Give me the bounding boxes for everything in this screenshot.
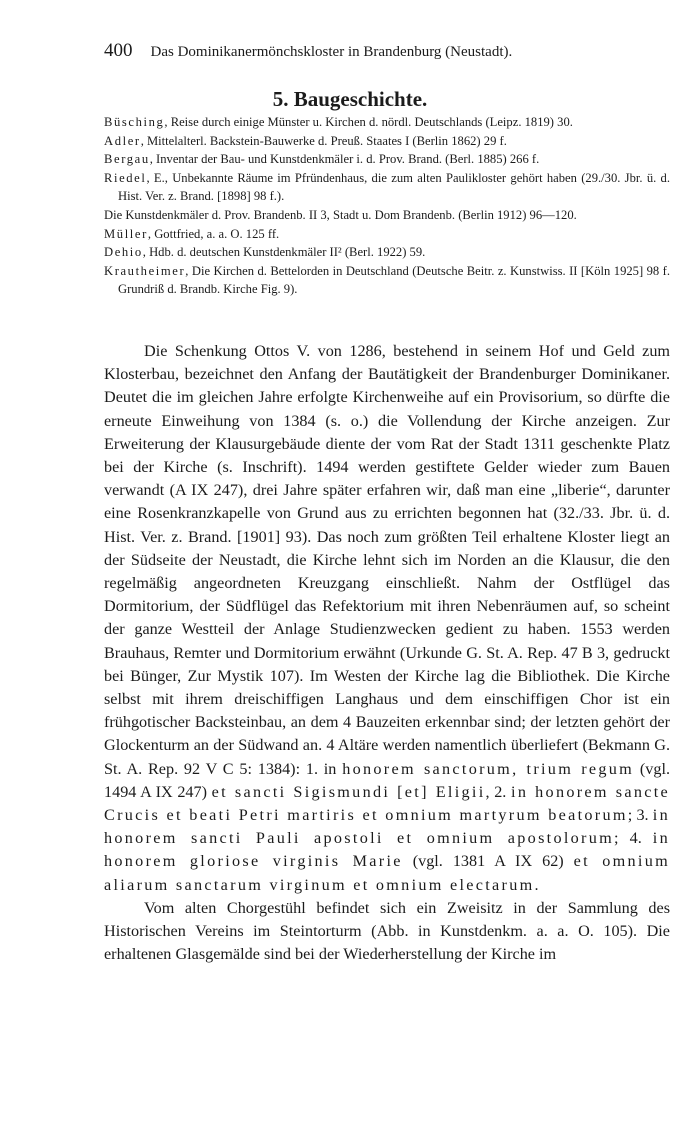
text-run: (vgl. 1494 A IX 247) xyxy=(104,759,670,801)
bibliography-text: Die Kunstdenkmäler d. Prov. Brandenb. II 3, Stadt u. Dom Brandenb. (Berlin 1912) 96—120. xyxy=(104,207,577,222)
running-header xyxy=(104,42,670,61)
bibliography-text: , Inventar der Bau- und Kunstdenkmäler i. d. Prov. Brand. (Berl. 1885) 266 f. xyxy=(149,152,540,167)
latin-spaced-text: et omnium aliarum sanctarum virginum et omnium electarum xyxy=(104,852,670,894)
paragraph xyxy=(104,340,670,897)
bibliography-author: Adler xyxy=(104,133,141,148)
bibliography-entry xyxy=(104,169,670,206)
bibliography-author: Riedel xyxy=(104,170,147,185)
bibliography-text: , Mittelalterl. Backstein-Bauwerke d. Preuß. Staates I (Berlin 1862) 29 f. xyxy=(140,133,507,148)
bibliography-text: , E., Unbekannte Räume im Pfründenhaus, die zum alten Paulikloster gehört haben (29./30. Jbr. ü. d. Hist. Ver. z. Brand. [1898] 98 f.). xyxy=(118,170,670,204)
text-run: . xyxy=(534,875,539,894)
paragraph: Vom alten Chorgestühl befindet sich ein Zweisitz in der Sammlung des Historischen Vereins im Steintorturm (Abb. in Kunstdenkm. a. a. O. 105). Die erhaltenen Glasgemälde sind bei der Wiederherstellung der Kirche im xyxy=(104,898,670,964)
text-run: (vgl. 1381 A IX 62) xyxy=(402,852,574,871)
bibliography-author: Müller xyxy=(104,226,148,241)
bibliography-text: , Die Kirchen d. Bettelorden in Deutschland (Deutsche Beitr. z. Kunstwiss. II [Köln 1925] 98 f. Grundriß d. Brandb. Kirche Fig. 9). xyxy=(118,263,670,297)
running-title: Das Dominikanermönchskloster in Brandenburg (Neustadt). xyxy=(150,44,513,60)
bibliography-author: Dehio xyxy=(104,245,143,260)
body-text xyxy=(104,340,670,966)
latin-spaced-text: honorem sanctorum, trium regum xyxy=(342,759,635,778)
bibliography-entry xyxy=(104,113,670,132)
latin-spaced-text: in honorem gloriose virginis Marie xyxy=(104,829,670,871)
bibliography-text: , Gottfried, a. a. O. 125 ff. xyxy=(147,226,280,241)
bibliography-entry xyxy=(104,225,670,244)
bibliography-text: , Reise durch einige Münster u. Kirchen d. nördl. Deutschlands (Leipz. 1819) 30. xyxy=(164,115,573,129)
latin-spaced-text: in honorem sancte Crucis et beati Petri martiris et omnium martyrum beatorum xyxy=(104,782,671,825)
bibliography-author: Bergau xyxy=(104,152,150,167)
bibliography-author: Büsching xyxy=(104,115,165,129)
page-number: 400 xyxy=(104,40,133,61)
bibliography-author: Krautheimer xyxy=(104,263,186,278)
bibliography-entry xyxy=(104,206,670,225)
bibliography-entry xyxy=(104,150,670,169)
bibliography-entry xyxy=(104,132,670,151)
text-run: ; 4. xyxy=(614,829,653,848)
bibliography-entry xyxy=(104,262,670,299)
latin-spaced-text: in honorem sancti Pauli apostoli et omnium apostolorum xyxy=(104,806,670,848)
bibliography-entry xyxy=(104,243,670,262)
bibliography xyxy=(104,113,670,299)
text-run: ; 3. xyxy=(627,806,653,825)
text-run: Die Schenkung Ottos V. von 1286, bestehend in seinem Hof und Geld zum Klosterbau, bezeichnet den Anfang der Bautätigkeit der Brandenburger Dominikaner. Deutet die im gleichen Jahre erfolgte Kirchenweihe auf ein Provisorium, so dürfte die erneute Einweihung von 1384 (s. o.) die Vollendung der Kirche anzeigen. Zur Erweiterung der Klausurgebäude diente der vom Rat der Stadt 1311 geschenkte Platz bei der Kirche (s. Inschrift). 1494 werden gestiftete Gelder wieder zum Bauen verwandt (A IX 247), drei Jahre später erfahren wir, daß man eine „liberie“, darunter eine Rosenkranzkapelle von Grund aus zu errichten begonnen hat (32./33. Jbr. ü. d. Hist. Ver. z. Brand. [1901] 93). Das noch zum größten Teil erhaltene Kloster liegt an der Südseite der Neustadt, die Kirche lehnt sich im Norden an die Klausur, die den regelmäßig angeordneten Kreuzgang einschließt. Nahm der Ostflügel das Dormitorium, der Südflügel das Refektorium mit ihren Nebenräumen auf, so scheint der ganze Westteil der Anlage Studienzwecken gedient zu haben. 1553 werden Brauhaus, Remter und Dormitorium erwähnt (Urkunde G. St. A. Rep. 47 B 3, gedruckt bei Bünger, Zur Mystik 107). Im Westen der Kirche lag die Bibliothek. Die Kirche selbst mit ihrem dreischiffigen Langhaus und dem einschiffigen Chor ist ein frühgotischer Backsteinbau, an dem 4 Bauzeiten erkennbar sind; der letzten gehört der Glockenturm an der Südwand an. 4 Altäre werden namentlich überliefert (Bekmann G. St. A. Rep. 92 V C 5: 1384): 1. in xyxy=(104,342,670,778)
latin-spaced-text: et sancti Sigismundi [et] Eligii xyxy=(211,782,486,801)
bibliography-text: , Hdb. d. deutschen Kunstdenkmäler II² (Berl. 1922) 59. xyxy=(142,245,426,260)
text-run: , 2. xyxy=(485,782,512,801)
section-title: 5. Baugeschichte. xyxy=(272,87,428,111)
